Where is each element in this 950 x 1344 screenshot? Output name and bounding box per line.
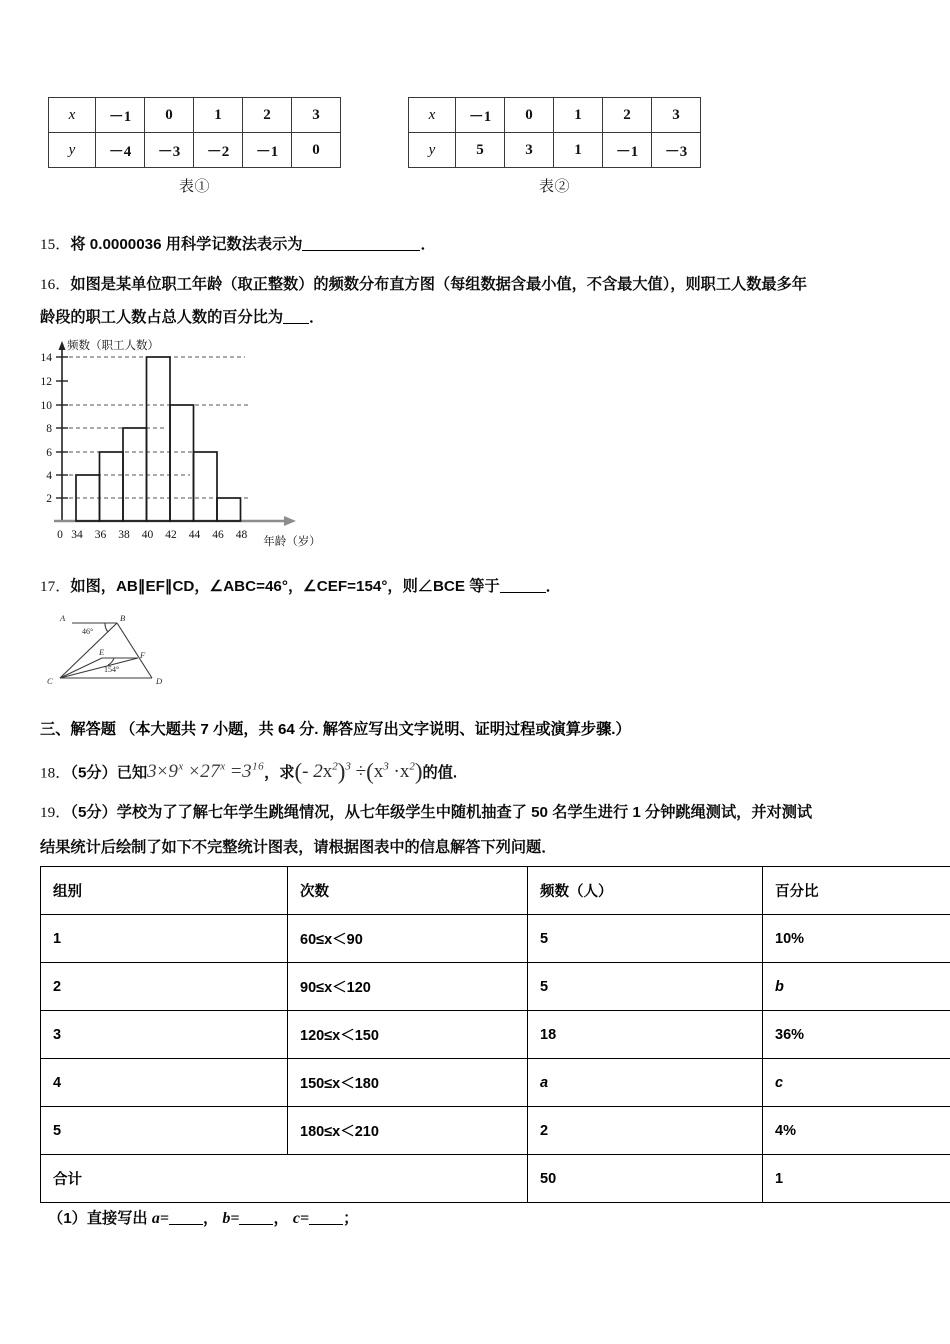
angle-arc-B <box>105 623 108 632</box>
question-19 <box>40 798 930 828</box>
x-tick-label: 46 <box>212 529 224 541</box>
section-3-desc: （本大题共 7 小题，共 64 分. 解答应写出文字说明、证明过程或演算步骤.） <box>120 721 631 738</box>
cell-total-label: 合计 <box>41 1155 528 1203</box>
table-row <box>41 963 950 1011</box>
question-19-line1: 学校为了了解七年学生跳绳情况，从七年级学生中随机抽查了 50 名学生进行 1 分钟跳绳测试，并对测试 <box>116 804 813 821</box>
cell-range: 60≤x＜90 <box>288 915 528 963</box>
cell-range: 120≤x＜150 <box>288 1011 528 1059</box>
question-16 <box>40 270 925 300</box>
angle-label-abc: 46° <box>82 627 94 636</box>
question-16-line2: 龄段的职工人数占总人数的百分比为 <box>40 309 283 326</box>
question-19-line2-wrap <box>40 833 930 863</box>
table-row <box>41 915 950 963</box>
angle-label-cef: 154° <box>104 665 120 674</box>
sub1-comma-1: ， <box>202 1210 219 1227</box>
question-17-period: ． <box>545 578 561 595</box>
sub1-prefix: （1）直接写出 <box>48 1210 148 1227</box>
x-tick-label: 48 <box>235 529 248 541</box>
cell-pct: c <box>763 1059 950 1107</box>
sub1-c-label: c= <box>292 1210 310 1227</box>
question-17 <box>40 572 925 602</box>
x-tick-label: 34 <box>71 529 83 541</box>
y-value-cell: －3 <box>145 133 194 168</box>
cell-freq: 5 <box>528 963 763 1011</box>
x-tick-labels <box>57 529 247 541</box>
question-18-expression-2: (- $2x^2)^3 \div(x^3 \cdot x^2)$ <box>294 759 423 785</box>
value-table-2 <box>408 97 701 168</box>
table-total-row <box>41 1155 950 1203</box>
x-value-cell: 2 <box>603 98 652 133</box>
question-18 <box>40 752 925 788</box>
cell-range: 90≤x＜120 <box>288 963 528 1011</box>
header-pct: 百分比 <box>763 867 950 915</box>
table-row <box>41 1107 950 1155</box>
answer-blank[interactable] <box>500 592 546 593</box>
x-axis-arrow <box>284 516 296 526</box>
header-freq: 频数（人） <box>528 867 763 915</box>
geometry-svg <box>42 606 222 696</box>
cell-group: 1 <box>41 915 288 963</box>
answer-blank[interactable] <box>302 250 420 251</box>
value-table-1 <box>48 97 341 168</box>
cell-group: 3 <box>41 1011 288 1059</box>
value-table-1-caption: 表① <box>178 178 210 195</box>
question-18-known-label: 已知 <box>116 764 148 782</box>
table-row <box>41 1059 950 1107</box>
question-19-line2: 结果统计后绘制了如下不完整统计图表，请根据图表中的信息解答下列问题． <box>40 839 557 856</box>
table-row <box>49 98 341 133</box>
question-15-text: 将 0.0000036 用科学记数法表示为 <box>70 236 303 253</box>
value-table-1-wrap <box>48 97 341 196</box>
x-value-cell: 1 <box>194 98 243 133</box>
point-label-F: F <box>140 650 146 660</box>
statistics-table <box>40 866 950 1203</box>
y-value-cell: －1 <box>243 133 292 168</box>
cell-freq: 18 <box>528 1011 763 1059</box>
cell-freq: 5 <box>528 915 763 963</box>
x-tick-label: 42 <box>165 529 177 541</box>
sub1-end: ； <box>343 1210 359 1227</box>
histogram-bars <box>76 357 241 521</box>
point-label-C: C <box>47 676 53 686</box>
y-tick-label: 2 <box>46 493 52 505</box>
question-18-ask-label: 求 <box>279 764 295 782</box>
x-value-cell: 3 <box>652 98 701 133</box>
x-value-cell: 2 <box>243 98 292 133</box>
x-axis-title: 年龄（岁） <box>263 536 321 548</box>
y-value-cell: 5 <box>456 133 505 168</box>
x-tick-label: 36 <box>94 529 107 541</box>
x-row-label: x <box>409 98 456 133</box>
table-row <box>41 1011 950 1059</box>
y-row-label: y <box>49 133 96 168</box>
y-value-cell: 0 <box>292 133 341 168</box>
answer-blank[interactable] <box>169 1224 203 1225</box>
question-15 <box>40 230 920 260</box>
table-row <box>409 98 701 133</box>
x-row-label: x <box>49 98 96 133</box>
cell-pct: 36% <box>763 1011 950 1059</box>
question-15-number: 15． <box>40 236 71 253</box>
question-18-comma: ， <box>264 764 280 782</box>
y-tick-label: 12 <box>40 376 52 388</box>
header-group: 组别 <box>41 867 288 915</box>
section-3-heading <box>40 718 631 739</box>
y-tick-label: 14 <box>40 352 52 364</box>
point-label-D: D <box>156 676 163 686</box>
table-row <box>409 133 701 168</box>
question-18-score: （5分） <box>70 764 117 782</box>
value-table-2-wrap <box>408 97 701 196</box>
y-tick-label: 10 <box>40 400 52 412</box>
cell-freq: 2 <box>528 1107 763 1155</box>
question-18-tail: 的值. <box>422 764 458 782</box>
cell-pct: 4% <box>763 1107 950 1155</box>
question-16-line1: 如图是某单位职工年龄（取正整数）的频数分布直方图（每组数据含最小值，不含最大值），则职工人数最多年 <box>70 276 807 293</box>
answer-blank[interactable] <box>239 1224 273 1225</box>
point-label-A: A <box>60 613 66 623</box>
line-CE <box>60 658 102 678</box>
cell-pct: 10% <box>763 915 950 963</box>
y-tick-labels <box>41 352 53 505</box>
section-3-title: 三、解答题 <box>40 721 116 738</box>
x-value-cell: 0 <box>505 98 554 133</box>
bar-46-48 <box>217 498 241 521</box>
y-value-cell: －2 <box>194 133 243 168</box>
sub1-a-label: a= <box>151 1210 169 1227</box>
answer-blank[interactable] <box>309 1224 343 1225</box>
bar-40-42 <box>147 357 171 521</box>
x-tick-label: 44 <box>188 529 201 541</box>
y-axis-title: 频数（职工人数） <box>67 340 159 352</box>
question-16-line2-wrap <box>40 303 925 333</box>
point-label-B: B <box>120 613 126 623</box>
question-18-number: 18． <box>40 764 71 782</box>
point-label-E: E <box>99 647 105 657</box>
cell-group: 4 <box>41 1059 288 1107</box>
bar-36-38 <box>100 452 124 521</box>
cell-range: 180≤x＜210 <box>288 1107 528 1155</box>
header-range: 次数 <box>288 867 528 915</box>
y-value-cell: 3 <box>505 133 554 168</box>
question-17-number: 17． <box>40 578 71 595</box>
line-CF <box>60 658 138 678</box>
value-table-2-caption: 表② <box>538 178 570 195</box>
bar-42-44 <box>170 405 194 521</box>
histogram-svg <box>20 335 360 550</box>
table-header-row <box>41 867 950 915</box>
cell-group: 2 <box>41 963 288 1011</box>
x-value-cell: －1 <box>456 98 505 133</box>
x-origin-label: 0 <box>57 529 63 541</box>
question-16-number: 16． <box>40 276 71 293</box>
sub1-b-label: b= <box>222 1210 240 1227</box>
x-tick-label: 38 <box>118 529 130 541</box>
y-tick-label: 8 <box>46 423 52 435</box>
question-18-expression-1: $3\times 9^x \times 27^x =3^{16}$ <box>147 761 265 783</box>
y-value-cell: －4 <box>96 133 145 168</box>
y-tick-label: 6 <box>46 447 52 459</box>
question-16-period: ． <box>309 309 325 326</box>
geometry-figure-q17 <box>42 606 222 701</box>
y-value-cell: －1 <box>603 133 652 168</box>
question-15-period: ． <box>420 236 436 253</box>
question-19-score: （5分） <box>70 804 117 821</box>
table-row <box>49 133 341 168</box>
cell-freq: a <box>528 1059 763 1107</box>
cell-total-pct: 1 <box>763 1155 950 1203</box>
line-BD <box>117 623 152 678</box>
question-19-sub1 <box>48 1204 933 1234</box>
sub1-comma-2: ， <box>273 1210 289 1227</box>
frequency-histogram <box>20 335 360 555</box>
cell-group: 5 <box>41 1107 288 1155</box>
question-19-number: 19． <box>40 804 71 821</box>
y-value-cell: 1 <box>554 133 603 168</box>
cell-range: 150≤x＜180 <box>288 1059 528 1107</box>
x-value-cell: －1 <box>96 98 145 133</box>
bar-44-46 <box>194 452 218 521</box>
y-axis-arrow <box>59 341 66 350</box>
y-tick-label: 4 <box>46 470 52 482</box>
y-row-label: y <box>409 133 456 168</box>
cell-total-freq: 50 <box>528 1155 763 1203</box>
cell-pct: b <box>763 963 950 1011</box>
question-17-text: 如图，AB∥EF∥CD，∠ABC=46°，∠CEF=154°，则∠BCE 等于 <box>70 578 500 595</box>
x-tick-label: 40 <box>141 529 154 541</box>
x-value-cell: 1 <box>554 98 603 133</box>
x-value-cell: 0 <box>145 98 194 133</box>
grid-lines <box>62 357 248 498</box>
x-value-cell: 3 <box>292 98 341 133</box>
y-value-cell: －3 <box>652 133 701 168</box>
answer-blank[interactable] <box>283 323 309 324</box>
